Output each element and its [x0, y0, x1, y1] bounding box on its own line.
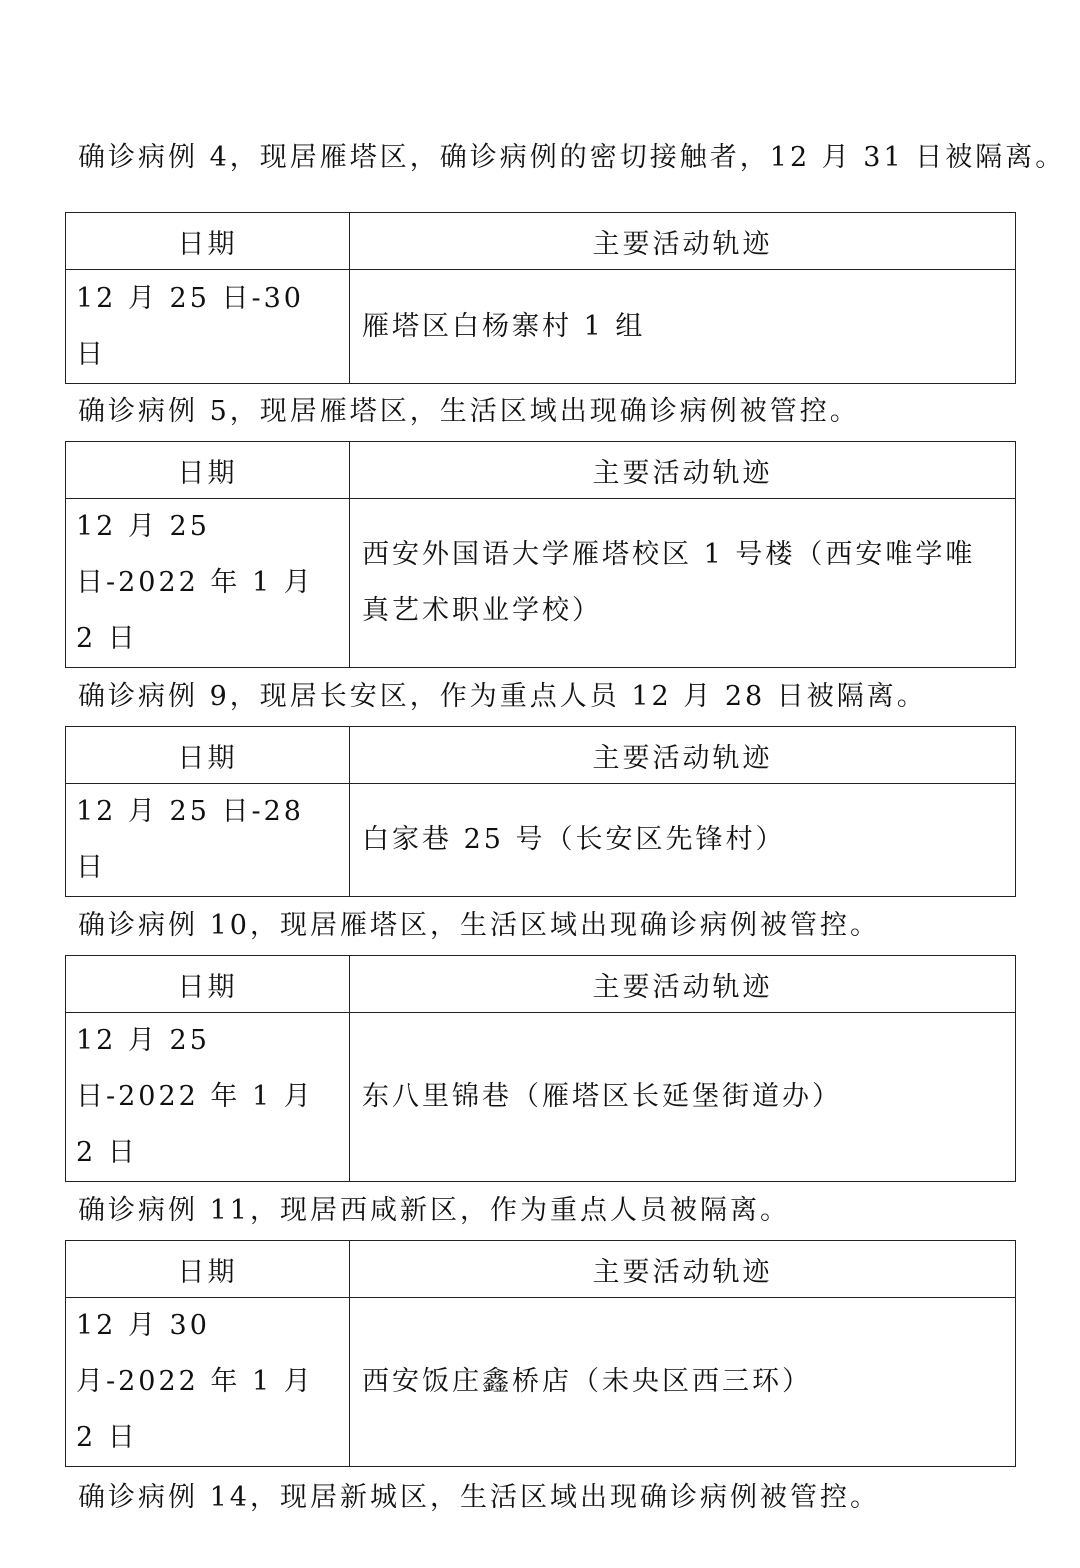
table-row	[66, 784, 1016, 897]
date-cell: 12 月 25 日-28 日	[66, 784, 350, 897]
table-header-row	[66, 1241, 1016, 1298]
trajectory-column-header: 主要活动轨迹	[350, 956, 1016, 1013]
table-header-row	[66, 727, 1016, 784]
place-cell: 东八里锦巷（雁塔区长延堡街道办）	[350, 1013, 1016, 1182]
trajectory-table	[65, 726, 1016, 897]
date-cell: 12 月 30 月-2022 年 1 月 2 日	[66, 1298, 350, 1467]
date-cell: 12 月 25 日-30 日	[66, 270, 350, 384]
place-cell: 西安饭庄鑫桥店（未央区西三环）	[350, 1298, 1016, 1467]
date-cell: 12 月 25 日-2022 年 1 月 2 日	[66, 1013, 350, 1182]
table-row	[66, 1298, 1016, 1467]
table-header-row	[66, 442, 1016, 499]
table-row	[66, 1013, 1016, 1182]
case-intro: 确诊病例 11，现居西咸新区，作为重点人员被隔离。	[78, 1195, 790, 1226]
place-cell: 西安外国语大学雁塔校区 1 号楼（西安唯学唯真艺术职业学校）	[350, 499, 1016, 668]
place-cell: 白家巷 25 号（长安区先锋村）	[350, 784, 1016, 897]
date-cell: 12 月 25 日-2022 年 1 月 2 日	[66, 499, 350, 668]
date-column-header: 日期	[66, 442, 350, 499]
date-column-header: 日期	[66, 727, 350, 784]
trajectory-table	[65, 955, 1016, 1182]
case-intro: 确诊病例 5，现居雁塔区，生活区域出现确诊病例被管控。	[78, 396, 860, 427]
case-intro: 确诊病例 4，现居雁塔区，确诊病例的密切接触者，12 月 31 日被隔离。	[78, 142, 1066, 173]
date-column-header: 日期	[66, 956, 350, 1013]
trajectory-table	[65, 212, 1016, 384]
table-row	[66, 270, 1016, 384]
date-column-header: 日期	[66, 213, 350, 270]
case-intro: 确诊病例 10，现居雁塔区，生活区域出现确诊病例被管控。	[78, 910, 880, 941]
trajectory-column-header: 主要活动轨迹	[350, 1241, 1016, 1298]
table-row	[66, 499, 1016, 668]
trajectory-table	[65, 441, 1016, 668]
place-cell: 雁塔区白杨寨村 1 组	[350, 270, 1016, 384]
case-intro: 确诊病例 14，现居新城区，生活区域出现确诊病例被管控。	[78, 1482, 880, 1513]
trajectory-column-header: 主要活动轨迹	[350, 213, 1016, 270]
table-header-row	[66, 956, 1016, 1013]
trajectory-table	[65, 1240, 1016, 1467]
trajectory-column-header: 主要活动轨迹	[350, 727, 1016, 784]
case-intro: 确诊病例 9，现居长安区，作为重点人员 12 月 28 日被隔离。	[78, 681, 927, 712]
trajectory-column-header: 主要活动轨迹	[350, 442, 1016, 499]
table-header-row	[66, 213, 1016, 270]
date-column-header: 日期	[66, 1241, 350, 1298]
